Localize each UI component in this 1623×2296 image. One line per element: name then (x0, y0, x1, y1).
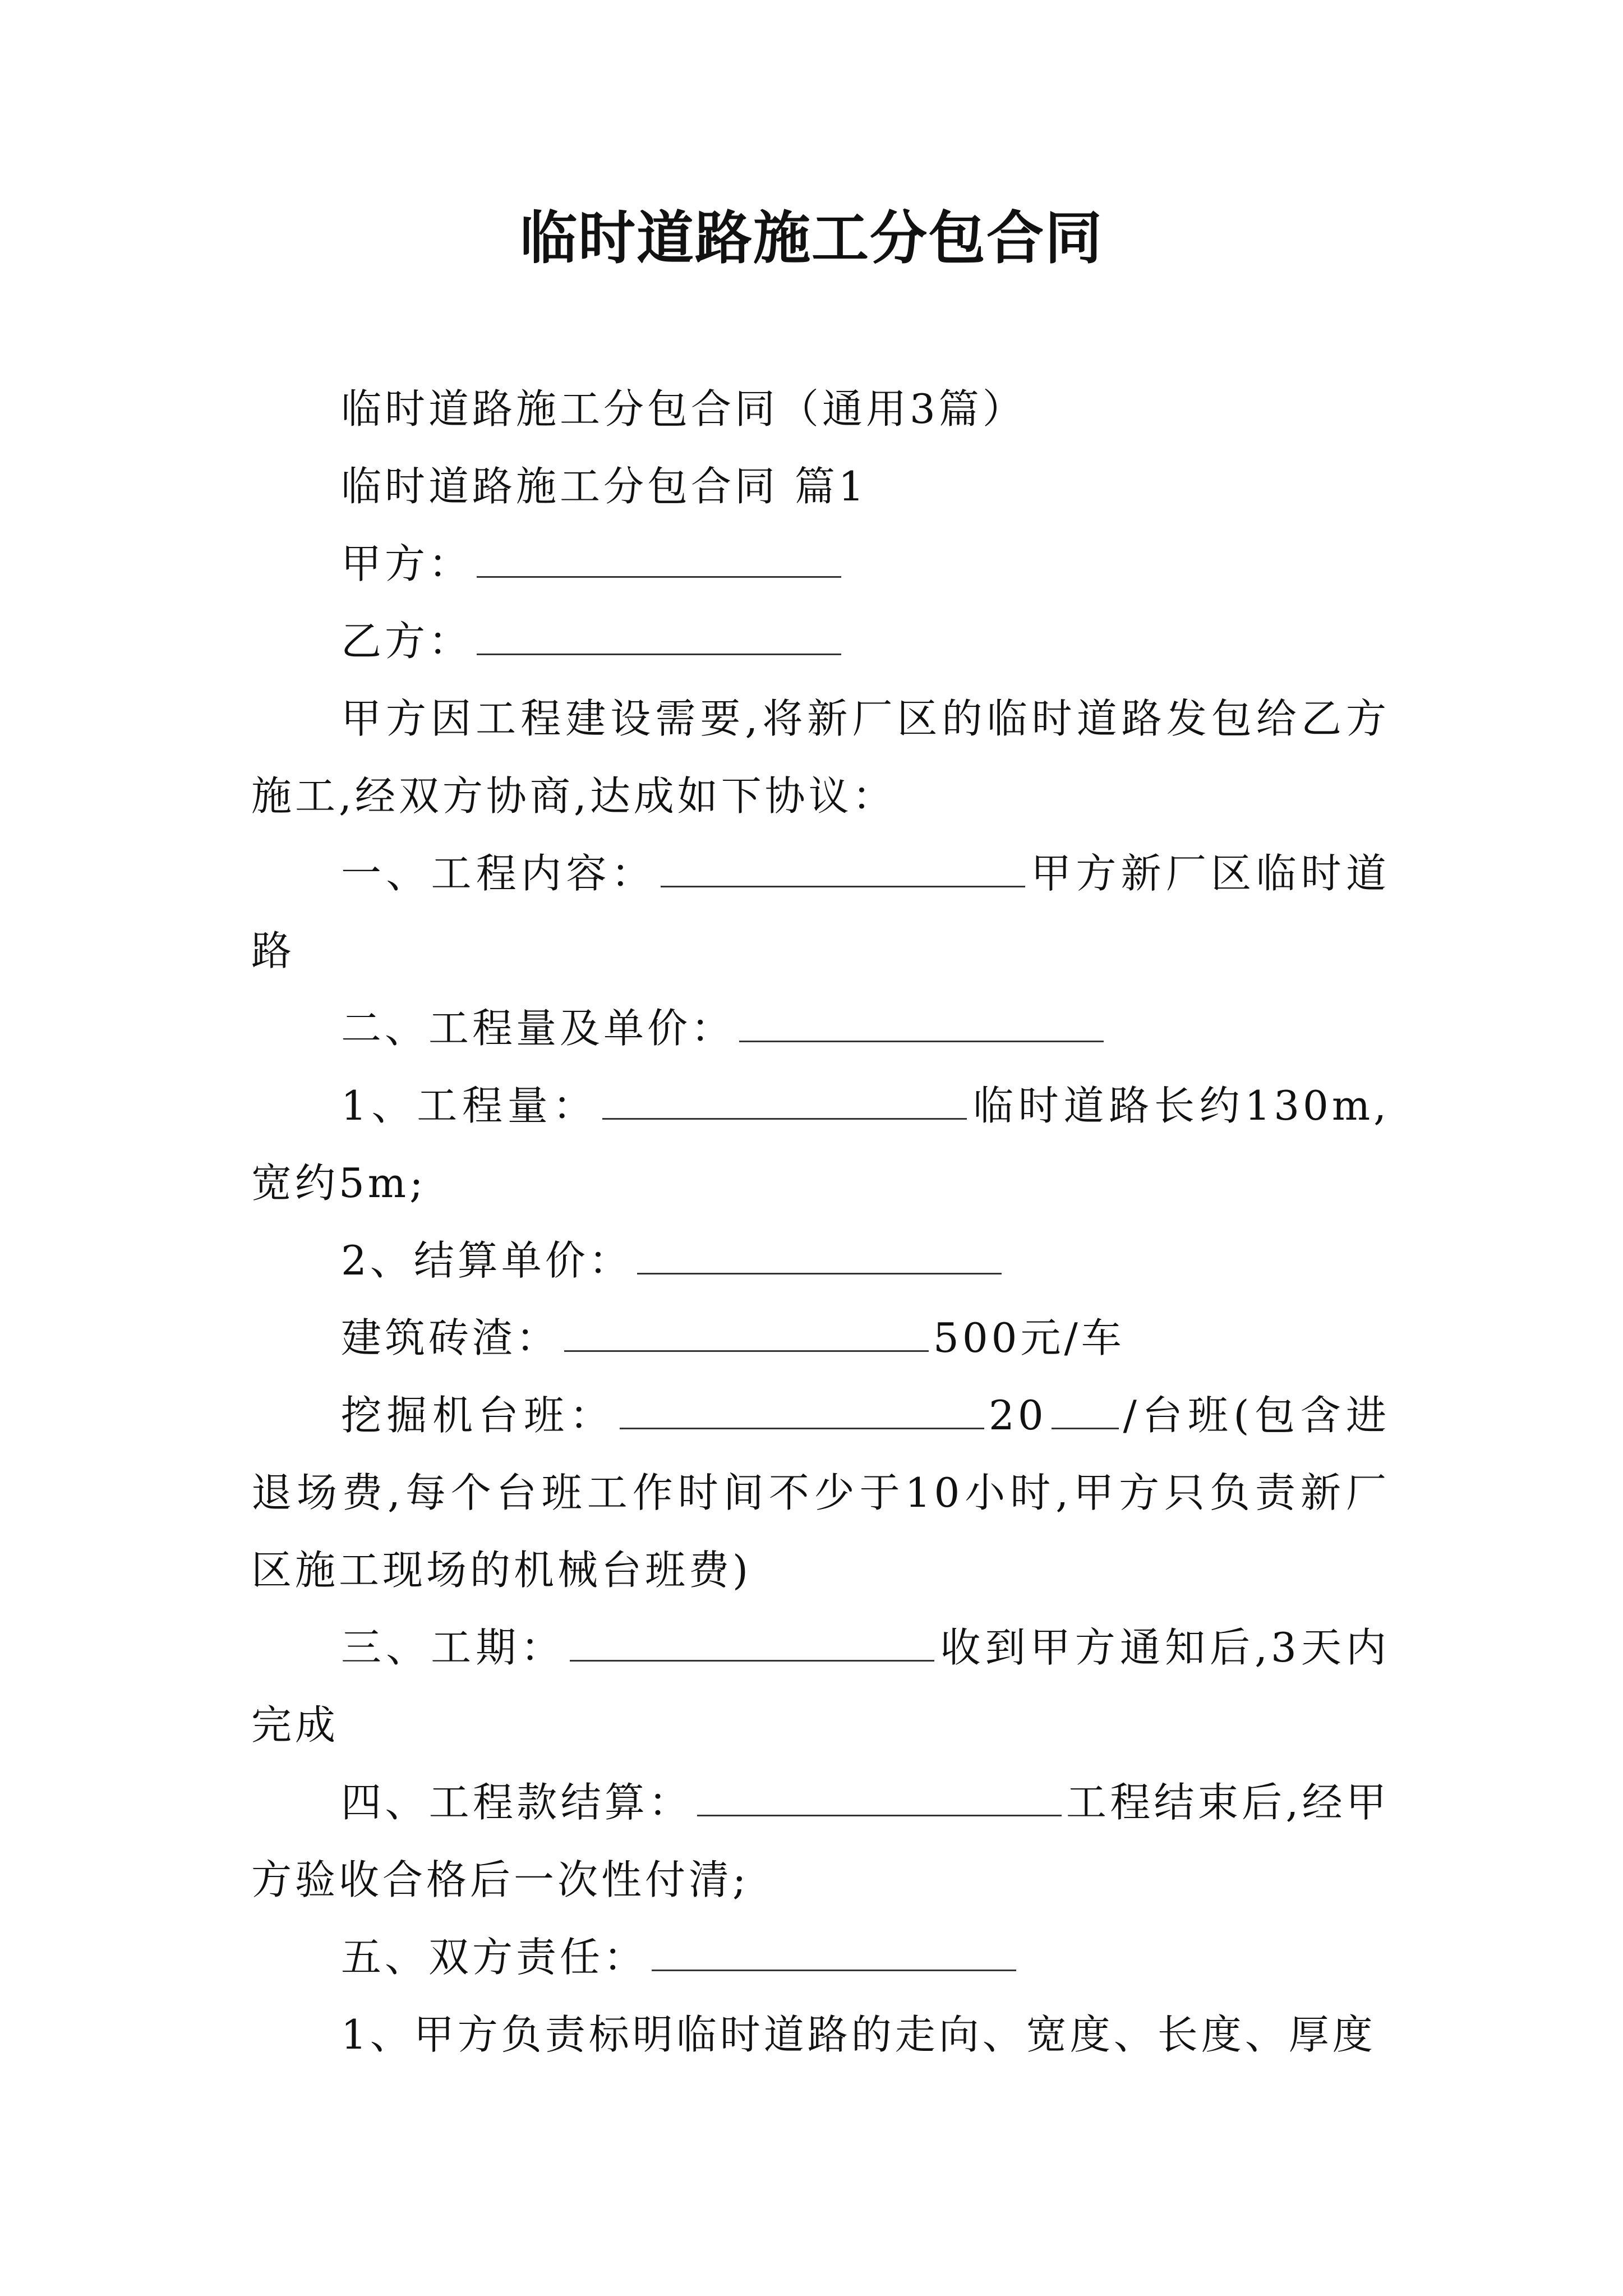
item4-value: 工程结束后,经甲方验收合格后一次性付清; (251, 1779, 1390, 1903)
item1-label: 一、工程内容： (341, 850, 656, 897)
party-b-blank (477, 631, 841, 655)
item3-label: 三、工期： (341, 1624, 566, 1671)
party-b-line (251, 602, 1390, 680)
party-b-label: 乙方： (341, 618, 473, 665)
item2-1-blank (602, 1096, 967, 1120)
brick-label: 建筑砖渣： (341, 1314, 560, 1361)
item2-2-label: 2、结算单价： (341, 1237, 633, 1284)
brick-value: 500元/车 (933, 1314, 1125, 1361)
intro-paragraph: 甲方因工程建设需要,将新厂区的临时道路发包给乙方施工,经双方协商,达成如下协议： (251, 695, 1390, 820)
brick-blank (564, 1328, 929, 1352)
item2-1-value: 临时道路长约130m,宽约5m; (251, 1082, 1390, 1207)
item2-2-line (251, 1222, 1390, 1299)
excavator-blank (620, 1405, 984, 1429)
document-title: 临时道路施工分包合同 (520, 205, 1103, 272)
document-body (251, 370, 1390, 2073)
item4-label: 四、工程款结算： (341, 1779, 693, 1826)
excavator-label: 挖掘机台班： (341, 1392, 616, 1439)
item1-value: 甲方新厂区临时道路 (251, 850, 1390, 974)
excavator-value: /台班(包含进退场费,每个台班工作时间不少于10小时,甲方只负责新厂区施工现场的机械台班费) (251, 1392, 1390, 1594)
item2-1-line (251, 1067, 1390, 1222)
item4-blank (697, 1792, 1062, 1816)
item5-label: 五、双方责任： (341, 1934, 648, 1981)
item4-line (251, 1764, 1390, 1918)
item2-line (251, 990, 1390, 1067)
item5-1-line: 1、甲方负责标明临时道路的走向、宽度、长度、厚度 (341, 2011, 1376, 2058)
excavator-amount-blank (1052, 1405, 1119, 1429)
party-a-line (251, 525, 1390, 602)
excavator-amount: 20 (989, 1392, 1047, 1439)
item3-line (251, 1609, 1390, 1764)
party-a-blank (477, 554, 841, 578)
item5-blank (652, 1947, 1016, 1971)
item1-blank (661, 863, 1025, 887)
item2-2-blank (637, 1250, 1002, 1274)
item5-line (251, 1918, 1390, 1996)
section-heading: 临时道路施工分包合同 篇1 (341, 463, 868, 510)
item3-value: 收到甲方通知后,3天内完成 (251, 1624, 1390, 1749)
item1-line (251, 835, 1390, 990)
excavator-line (251, 1377, 1390, 1609)
party-a-label: 甲方： (341, 540, 473, 587)
item2-label: 二、工程量及单价： (341, 1005, 735, 1052)
item2-1-label: 1、工程量： (341, 1082, 598, 1129)
brick-line (251, 1299, 1390, 1377)
item2-blank (739, 1018, 1104, 1042)
item3-blank (570, 1637, 934, 1662)
subtitle: 临时道路施工分包合同（通用3篇） (341, 385, 1026, 432)
